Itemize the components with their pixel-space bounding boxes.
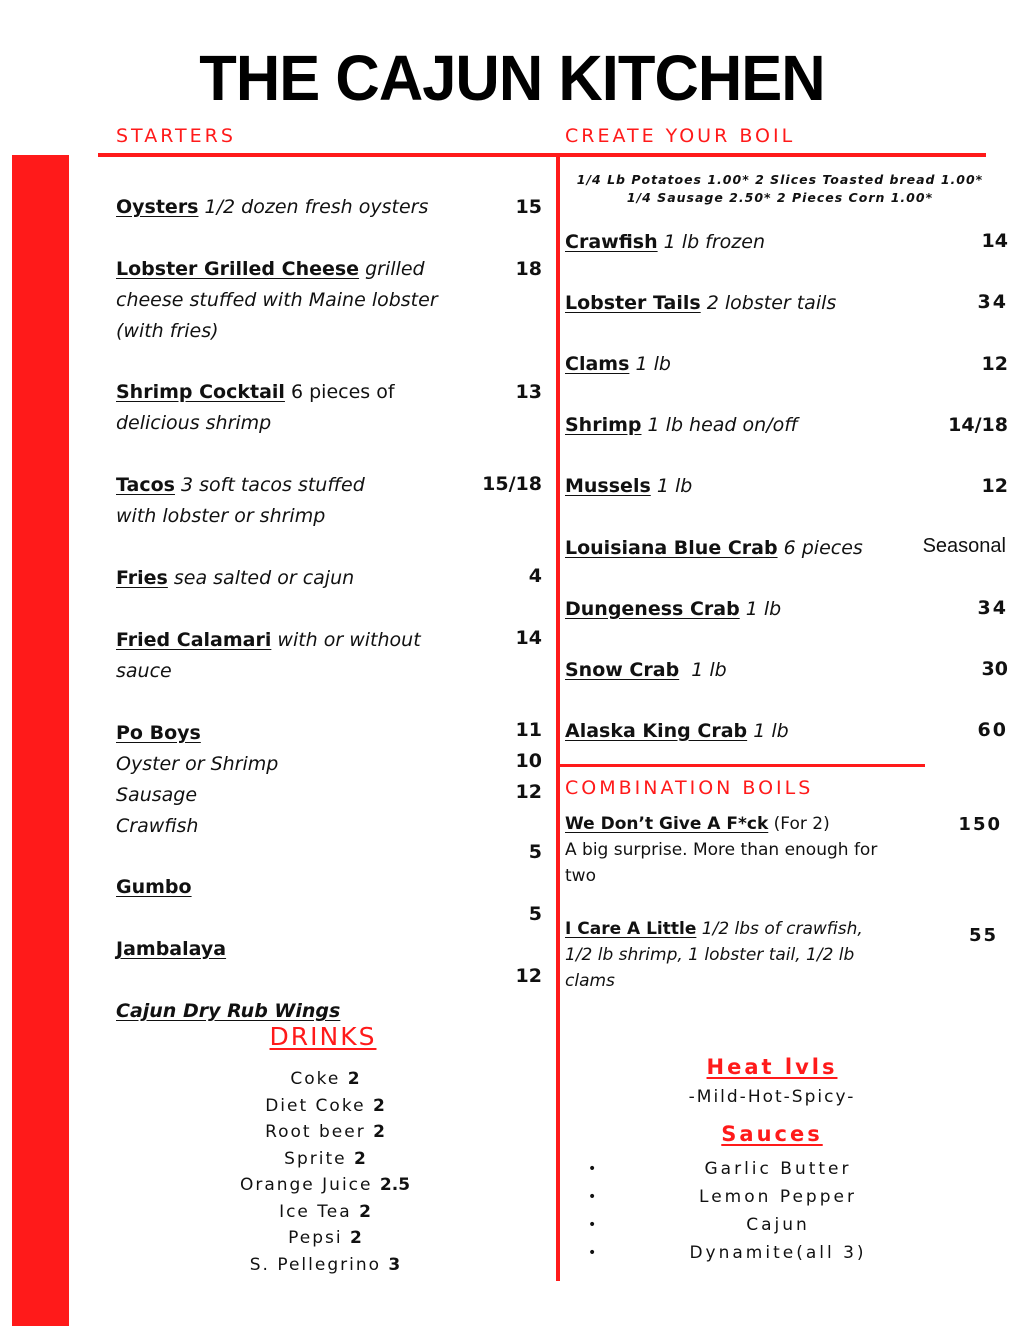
- sauce-item: [588, 1183, 968, 1211]
- combination-boils-heading: COMBINATION BOILS: [565, 777, 814, 799]
- bullet-icon: •: [588, 1245, 597, 1261]
- item-desc: 1/2 dozen fresh oysters: [204, 196, 429, 218]
- item-name: Gumbo: [116, 876, 192, 898]
- price-shrimp-cocktail: 13: [515, 381, 542, 403]
- combo-desc-line3: clams: [565, 971, 615, 991]
- sauce-name: Cajun: [746, 1215, 810, 1235]
- combo-price: 55: [968, 925, 998, 946]
- boil-item: [565, 410, 798, 441]
- sauce-name: Garlic Butter: [704, 1159, 852, 1179]
- item-name: Tacos: [116, 474, 175, 496]
- item-name: Dungeness Crab: [565, 598, 740, 620]
- price-tacos: 15/18: [482, 473, 542, 495]
- starters-heading: STARTERS: [116, 125, 236, 147]
- drink-item: [160, 1066, 490, 1093]
- starter-oysters: [116, 192, 506, 223]
- drink-item: [160, 1146, 490, 1173]
- item-desc: 1 lb: [656, 475, 693, 497]
- combo-name: I Care A Little: [565, 919, 697, 939]
- boil-extras: [565, 171, 995, 207]
- drink-price: 2: [353, 1148, 366, 1169]
- starter-lobster-grilled-cheese: [116, 254, 516, 347]
- price-fries: 4: [528, 565, 542, 587]
- drink-name: Ice Tea: [279, 1201, 352, 1222]
- drink-name: Orange Juice: [239, 1175, 373, 1195]
- item-name: Mussels: [565, 475, 651, 497]
- header-divider: [98, 153, 986, 157]
- create-boil-heading: CREATE YOUR BOIL: [565, 125, 796, 147]
- starter-shrimp-cocktail: [116, 377, 516, 439]
- item-desc-line2: sauce: [116, 660, 172, 682]
- item-desc: 6 pieces of: [290, 381, 395, 403]
- combo-desc: A big surprise. More than enough for: [565, 840, 878, 860]
- drinks-heading: DRINKS: [269, 1022, 377, 1051]
- combo-price: 150: [958, 814, 1002, 835]
- item-desc: 2 lobster tails: [706, 292, 837, 314]
- starter-jambalaya: [116, 934, 226, 965]
- boil-item: [565, 716, 789, 747]
- item-name: Fried Calamari: [116, 629, 272, 651]
- sauce-name: Dynamite(all 3): [689, 1243, 867, 1263]
- drink-name: Pepsi: [288, 1228, 343, 1248]
- boil-item: [565, 349, 671, 380]
- item-desc-line2: delicious shrimp: [116, 412, 272, 434]
- combo-note: (For 2): [773, 814, 830, 834]
- starter-gumbo: [116, 872, 192, 903]
- sauce-name: Lemon Pepper: [699, 1187, 857, 1207]
- extras-line: 1/4 Lb Potatoes 1.00* 2 Slices Toasted bread 1.00*: [576, 172, 984, 187]
- item-desc-line2: with lobster or shrimp: [116, 505, 326, 527]
- drink-price: 2: [372, 1095, 385, 1116]
- boil-item: [565, 227, 765, 258]
- item-name: Snow Crab: [565, 659, 680, 681]
- boil-price: 14/18: [948, 414, 1008, 436]
- drinks-list: [160, 1066, 490, 1278]
- item-name: Shrimp Cocktail: [116, 381, 285, 403]
- drink-name: Sprite: [284, 1148, 347, 1169]
- combo-name: We Don’t Give A F*ck: [565, 814, 769, 834]
- item-name: Crawfish: [565, 231, 658, 253]
- price-gumbo: 5: [528, 841, 542, 863]
- boil-price: 12: [981, 353, 1008, 375]
- bullet-icon: •: [588, 1217, 597, 1233]
- item-name: Oysters: [116, 196, 199, 218]
- heat-levels: -Mild-Hot-Spicy-: [688, 1087, 856, 1107]
- boil-price: 34: [977, 291, 1008, 313]
- heat-levels-heading: Heat lvls: [706, 1055, 838, 1079]
- drink-name: S. Pellegrino: [249, 1254, 382, 1275]
- drink-price: 2: [359, 1201, 371, 1222]
- sauces-heading: Sauces: [721, 1122, 823, 1146]
- drink-item: [160, 1199, 490, 1226]
- drink-name: Coke: [290, 1069, 341, 1089]
- combo-desc-line2: 1/2 lb shrimp, 1 lobster tail, 1/2 lb: [565, 945, 855, 965]
- item-desc: 1 lb: [635, 353, 671, 375]
- po-boy-option: Sausage: [116, 784, 198, 806]
- po-boy-price: 12: [515, 781, 542, 803]
- combo-item-care-a-little: [565, 916, 895, 994]
- column-divider: [556, 153, 560, 1281]
- drink-price: 2.5: [379, 1175, 411, 1195]
- item-name: Shrimp: [565, 414, 642, 436]
- boil-item: [565, 655, 727, 686]
- starter-fries: [116, 563, 516, 594]
- combo-divider: [560, 764, 925, 767]
- boil-price: 60: [977, 719, 1008, 741]
- price-wings: 12: [515, 965, 542, 987]
- boil-price: 12: [981, 475, 1008, 497]
- item-desc: 1 lb: [745, 598, 782, 620]
- sauce-item: [588, 1211, 968, 1239]
- boil-price: 30: [981, 658, 1008, 680]
- drink-name: Diet Coke: [265, 1095, 366, 1116]
- sauce-item: [588, 1239, 968, 1267]
- price-po-boys: [470, 715, 542, 808]
- price-jambalaya: 5: [528, 903, 542, 925]
- item-desc: grilled: [365, 258, 425, 280]
- drink-price: 2: [373, 1122, 385, 1142]
- combo-desc: 1/2 lbs of crawfish,: [701, 919, 863, 939]
- item-name: Cajun Dry Rub Wings: [116, 1000, 341, 1022]
- drink-item: [160, 1252, 490, 1279]
- left-red-bar: [12, 155, 69, 1326]
- sauce-item: [588, 1155, 968, 1183]
- drink-item: [160, 1225, 490, 1252]
- restaurant-title: THE CAJUN KITCHEN: [199, 42, 825, 114]
- boil-price: 14: [981, 230, 1008, 252]
- item-name: Lobster Grilled Cheese: [116, 258, 360, 280]
- item-name: Alaska King Crab: [565, 720, 748, 742]
- item-name: Lobster Tails: [565, 292, 701, 314]
- price-oysters: 15: [515, 196, 542, 218]
- drink-price: 2: [350, 1228, 362, 1248]
- price-fried-calamari: 14: [515, 627, 542, 649]
- po-boy-option: Oyster or Shrimp: [116, 753, 279, 775]
- starter-fried-calamari: [116, 625, 516, 687]
- po-boy-price: 11: [515, 719, 542, 741]
- item-desc: 3 soft tacos stuffed: [181, 474, 365, 496]
- item-name: Clams: [565, 353, 630, 375]
- combo-item-for-2: [565, 811, 895, 889]
- item-name: Jambalaya: [116, 938, 227, 960]
- sauces-list: [588, 1155, 968, 1267]
- item-desc: 1 lb: [753, 720, 789, 742]
- item-name: Louisiana Blue Crab: [565, 537, 778, 559]
- item-desc-line3: (with fries): [116, 320, 219, 342]
- combo-desc-line2: two: [565, 866, 596, 886]
- item-desc: 1 lb frozen: [663, 231, 765, 253]
- item-desc: 1 lb: [691, 659, 727, 681]
- item-desc: with or without: [277, 629, 421, 651]
- bullet-icon: •: [588, 1161, 597, 1177]
- boil-item: [565, 594, 781, 625]
- drink-name: Root beer: [265, 1122, 366, 1142]
- item-desc: 6 pieces: [783, 537, 863, 559]
- starter-po-boys: [116, 718, 516, 842]
- item-desc: 1 lb head on/off: [647, 414, 798, 436]
- drink-item: [160, 1172, 490, 1199]
- item-desc: sea salted or cajun: [173, 567, 355, 589]
- boil-price-seasonal: Seasonal: [922, 535, 1006, 557]
- po-boy-option: Crawfish: [116, 815, 199, 837]
- po-boy-price: 10: [515, 750, 542, 772]
- boil-price: 34: [977, 597, 1008, 619]
- bullet-icon: •: [588, 1189, 597, 1205]
- drink-price: 2: [347, 1069, 360, 1089]
- extras-line: 1/4 Sausage 2.50* 2 Pieces Corn 1.00*: [626, 190, 934, 205]
- boil-item: [565, 288, 836, 319]
- drink-item: [160, 1119, 490, 1146]
- item-name: Po Boys: [116, 722, 201, 744]
- item-desc-line2: cheese stuffed with Maine lobster: [116, 289, 438, 311]
- price-lobster-grilled-cheese: 18: [515, 258, 542, 280]
- drink-item: [160, 1093, 490, 1120]
- boil-item: [565, 533, 863, 564]
- drink-price: 3: [388, 1254, 401, 1275]
- boil-item: [565, 471, 692, 502]
- item-name: Fries: [116, 567, 168, 589]
